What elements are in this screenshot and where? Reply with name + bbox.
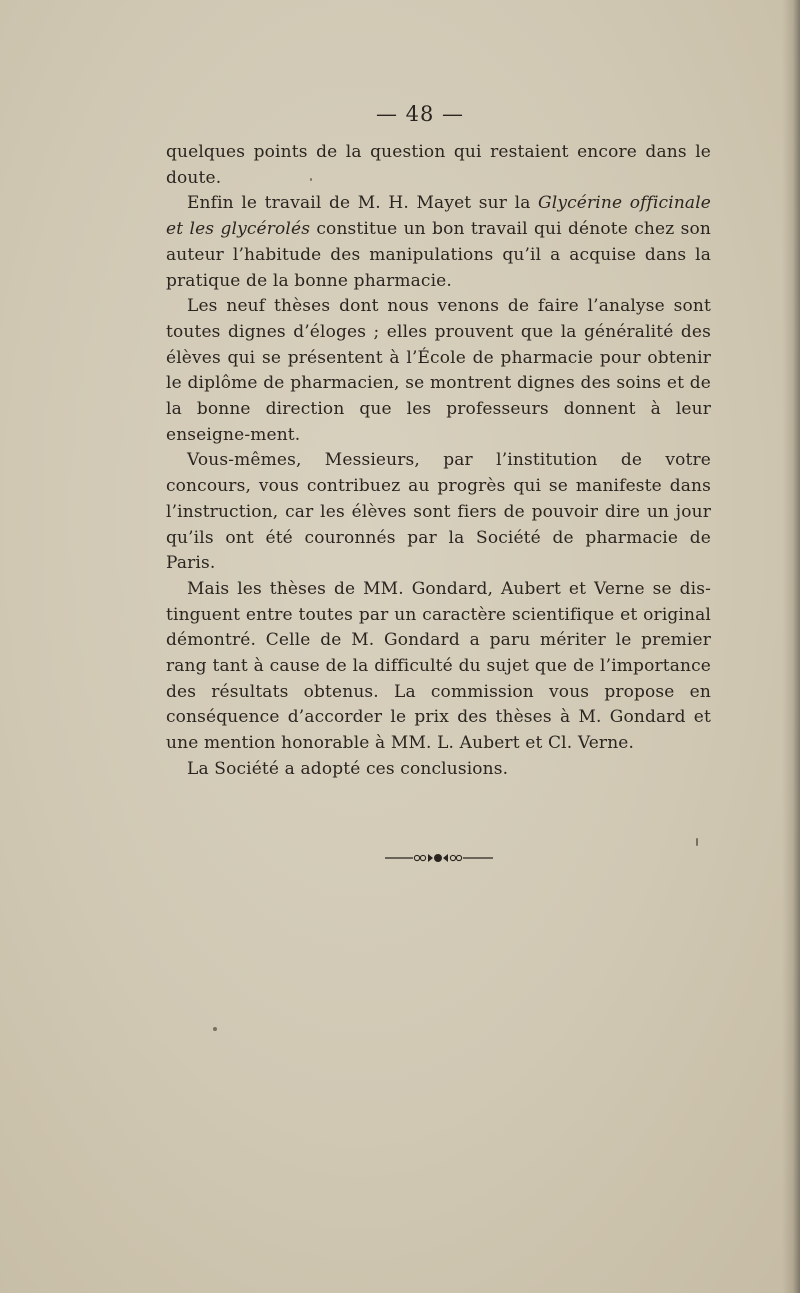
paper-speck bbox=[213, 1027, 217, 1031]
page-edge-shadow bbox=[782, 0, 800, 1293]
paragraph-mayet-before: Enfin le travail de M. H. Mayet sur la bbox=[187, 193, 539, 214]
page-number: — 48 — bbox=[375, 102, 465, 126]
body-text bbox=[166, 140, 711, 783]
paragraph-neuf-theses: Les neuf thèses dont nous venons de faire l’analyse sont toutes dignes d’éloges ; elles prouvent que la généralité des élèves qui se présentent à l’École de pharmacie pour obtenir le diplôme de pharmacien, se montrent dignes des soins et de la bonne direction que les professeurs donnent à leur enseigne-ment. bbox=[166, 296, 711, 445]
paragraph-conclusion: La Société a adopté ces conclusions. bbox=[187, 758, 509, 779]
paragraph-mayet-after: constitue un bon travail qui dénote chez son auteur l’habitude des manipulations qu’il a acquise dans la pratique de la bonne pharmacie. bbox=[166, 219, 711, 291]
paragraph-continuation: quelques points de la question qui restaient encore dans le doute. bbox=[166, 142, 711, 188]
paper-speck bbox=[696, 838, 698, 846]
paragraph-mais-les-theses: Mais les thèses de MM. Gondard, Aubert et Verne se dis-tinguent entre toutes par un caractère scientifique et original démontré. Celle de M. Gondard a paru mériter le premier rang tant à cause de la difficulté du sujet que de l’importance des résultats obtenus. La commission vous propose en conséquence d’accorder le prix des thèses à M. Gondard et une mention honorable à MM. L. Aubert et Cl. Verne. bbox=[166, 578, 711, 754]
thesis-title-italic: Glycérine officinale et les glycérolés bbox=[166, 193, 711, 240]
paper-speck bbox=[310, 178, 312, 181]
paragraph-vous-memes: Vous-mêmes, Messieurs, par l’institution de votre concours, vous contribuez au progrès qui se manifeste dans l’instruction, car les élèves sont fiers de pouvoir dire un jour qu’ils ont été couronnés par la Société de pharmacie de Paris. bbox=[166, 450, 711, 574]
decorative-rule-icon bbox=[383, 849, 495, 867]
paragraph-mayet bbox=[166, 191, 711, 294]
